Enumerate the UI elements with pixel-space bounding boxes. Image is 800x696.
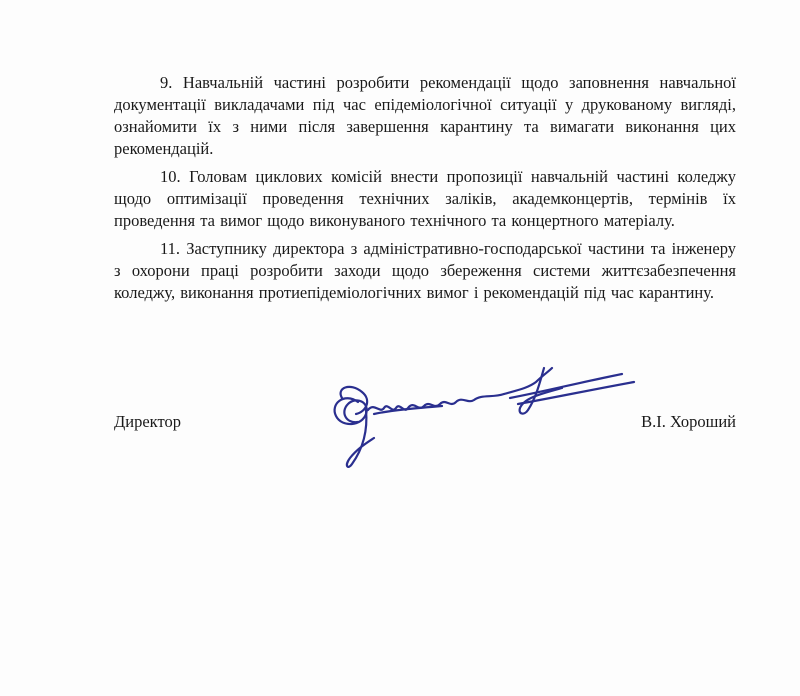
signature-block	[114, 408, 736, 438]
document-body	[114, 72, 736, 310]
signatory-title: Директор	[114, 412, 181, 431]
paragraph-10: 10. Головам циклових комісій внести пропозиції навчальній частині коледжу щодо оптимізації проведення технічних заліків, академконцертів, термінів їх проведення та вимог щодо виконуваного технічного та концертного матеріалу.	[114, 167, 736, 230]
signatory-name: В.І. Хороший	[641, 412, 736, 431]
paragraph-9: 9. Навчальній частині розробити рекомендації щодо заповнення навчальної документації викладачами під час епідеміологічної ситуації у друкованому вигляді, ознайомити їх з ними після завершення карантину та вимагати виконання цих рекомендацій.	[114, 73, 736, 158]
paragraph-11: 11. Заступнику директора з адміністративно-господарської частини та інженеру з охорони праці розробити заходи щодо збереження системи життєзабезпечення коледжу, виконання протиепідеміологічних вимог і рекомендацій під час карантину.	[114, 239, 736, 302]
